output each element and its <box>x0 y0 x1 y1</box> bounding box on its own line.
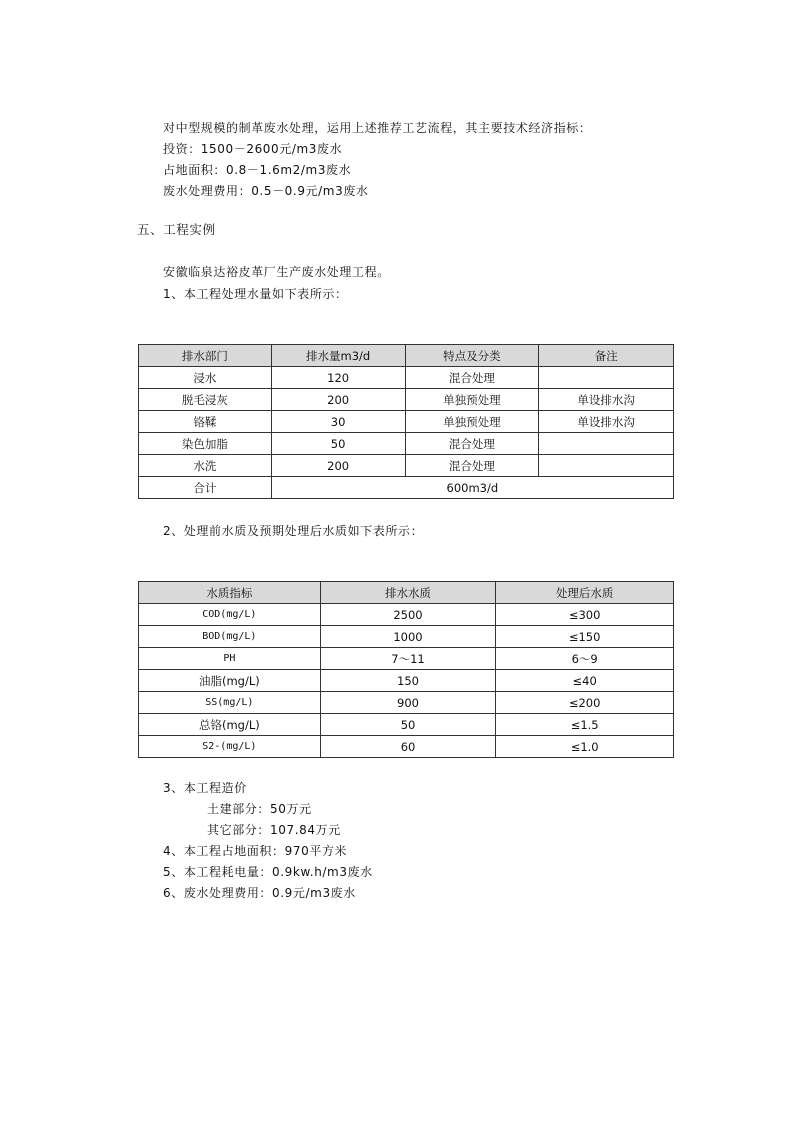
water-quality-table <box>138 581 674 758</box>
header-cell: 特点及分类 <box>405 345 539 367</box>
table-cell: 120 <box>271 367 405 389</box>
table-cell: 单设排水沟 <box>539 389 674 411</box>
table-row <box>139 736 674 758</box>
item-3a: 土建部分：50万元 <box>207 802 312 816</box>
table-cell: ≤1.0 <box>496 736 674 758</box>
header-cell: 处理后水质 <box>496 582 674 604</box>
table-cell: 150 <box>320 670 496 692</box>
table-cell: S2-(mg/L) <box>139 736 321 758</box>
table-row <box>139 714 674 736</box>
intro-line-1: 对中型规模的制革废水处理，运用上述推荐工艺流程，其主要技术经济指标： <box>163 121 592 135</box>
item-3b: 其它部分：107.84万元 <box>207 823 341 837</box>
intro-line-4: 废水处理费用：0.5－0.9元/m3废水 <box>163 184 369 198</box>
table-cell: 50 <box>271 433 405 455</box>
table-row <box>139 411 674 433</box>
table-cell: 7～11 <box>320 648 496 670</box>
table-cell: 油脂(mg/L) <box>139 670 321 692</box>
water-volume-table <box>138 344 674 499</box>
item-3: 3、本工程造价 <box>163 781 247 795</box>
header-cell: 水质指标 <box>139 582 321 604</box>
section-heading: 五、工程实例 <box>137 222 216 237</box>
table-cell: BOD(mg/L) <box>139 626 321 648</box>
table-cell: 50 <box>320 714 496 736</box>
total-label: 合计 <box>139 477 272 499</box>
table-cell: 60 <box>320 736 496 758</box>
table-cell: 染色加脂 <box>139 433 272 455</box>
table-cell: PH <box>139 648 321 670</box>
header-cell: 排水水质 <box>320 582 496 604</box>
table-row <box>139 367 674 389</box>
table-cell: ≤150 <box>496 626 674 648</box>
table-cell: 铬鞣 <box>139 411 272 433</box>
table-cell: 1000 <box>320 626 496 648</box>
table-cell: ≤1.5 <box>496 714 674 736</box>
table-cell: 单独预处理 <box>405 411 539 433</box>
table-row <box>139 626 674 648</box>
table-cell: ≤40 <box>496 670 674 692</box>
header-cell: 排水量m3/d <box>271 345 405 367</box>
table-row <box>139 604 674 626</box>
table-cell: 6～9 <box>496 648 674 670</box>
item-5: 5、本工程耗电量：0.9kw.h/m3废水 <box>163 865 373 879</box>
table-cell: 900 <box>320 692 496 714</box>
table-cell: 脱毛浸灰 <box>139 389 272 411</box>
item-4: 4、本工程占地面积：970平方米 <box>163 844 348 858</box>
table-cell: ≤300 <box>496 604 674 626</box>
table-row <box>139 648 674 670</box>
table-cell: ≤200 <box>496 692 674 714</box>
table-cell: 单独预处理 <box>405 389 539 411</box>
table-cell: 200 <box>271 389 405 411</box>
table-cell: COD(mg/L) <box>139 604 321 626</box>
total-value: 600m3/d <box>271 477 673 499</box>
table-cell: 单设排水沟 <box>539 411 674 433</box>
table-cell <box>539 455 674 477</box>
table-cell: 200 <box>271 455 405 477</box>
table-cell <box>539 433 674 455</box>
table-cell: 总铬(mg/L) <box>139 714 321 736</box>
table-cell: 水洗 <box>139 455 272 477</box>
table-cell <box>539 367 674 389</box>
table-row <box>139 455 674 477</box>
header-cell: 备注 <box>539 345 674 367</box>
project-name: 安徽临泉达裕皮革厂生产废水处理工程。 <box>163 265 390 279</box>
table-cell: SS(mg/L) <box>139 692 321 714</box>
intro-line-3: 占地面积：0.8－1.6m2/m3废水 <box>163 163 352 177</box>
table-row <box>139 389 674 411</box>
table-cell: 2500 <box>320 604 496 626</box>
header-cell: 排水部门 <box>139 345 272 367</box>
table-cell: 30 <box>271 411 405 433</box>
intro-line-2: 投资：1500－2600元/m3废水 <box>163 142 343 156</box>
item-2: 2、处理前水质及预期处理后水质如下表所示： <box>163 524 424 538</box>
table-row <box>139 433 674 455</box>
table-cell: 混合处理 <box>405 433 539 455</box>
total-row <box>139 477 674 499</box>
table-row <box>139 692 674 714</box>
table-cell: 混合处理 <box>405 455 539 477</box>
table-cell: 浸水 <box>139 367 272 389</box>
item-1: 1、本工程处理水量如下表所示： <box>163 287 348 301</box>
table-cell: 混合处理 <box>405 367 539 389</box>
item-6: 6、废水处理费用：0.9元/m3废水 <box>163 886 356 900</box>
table-row <box>139 670 674 692</box>
